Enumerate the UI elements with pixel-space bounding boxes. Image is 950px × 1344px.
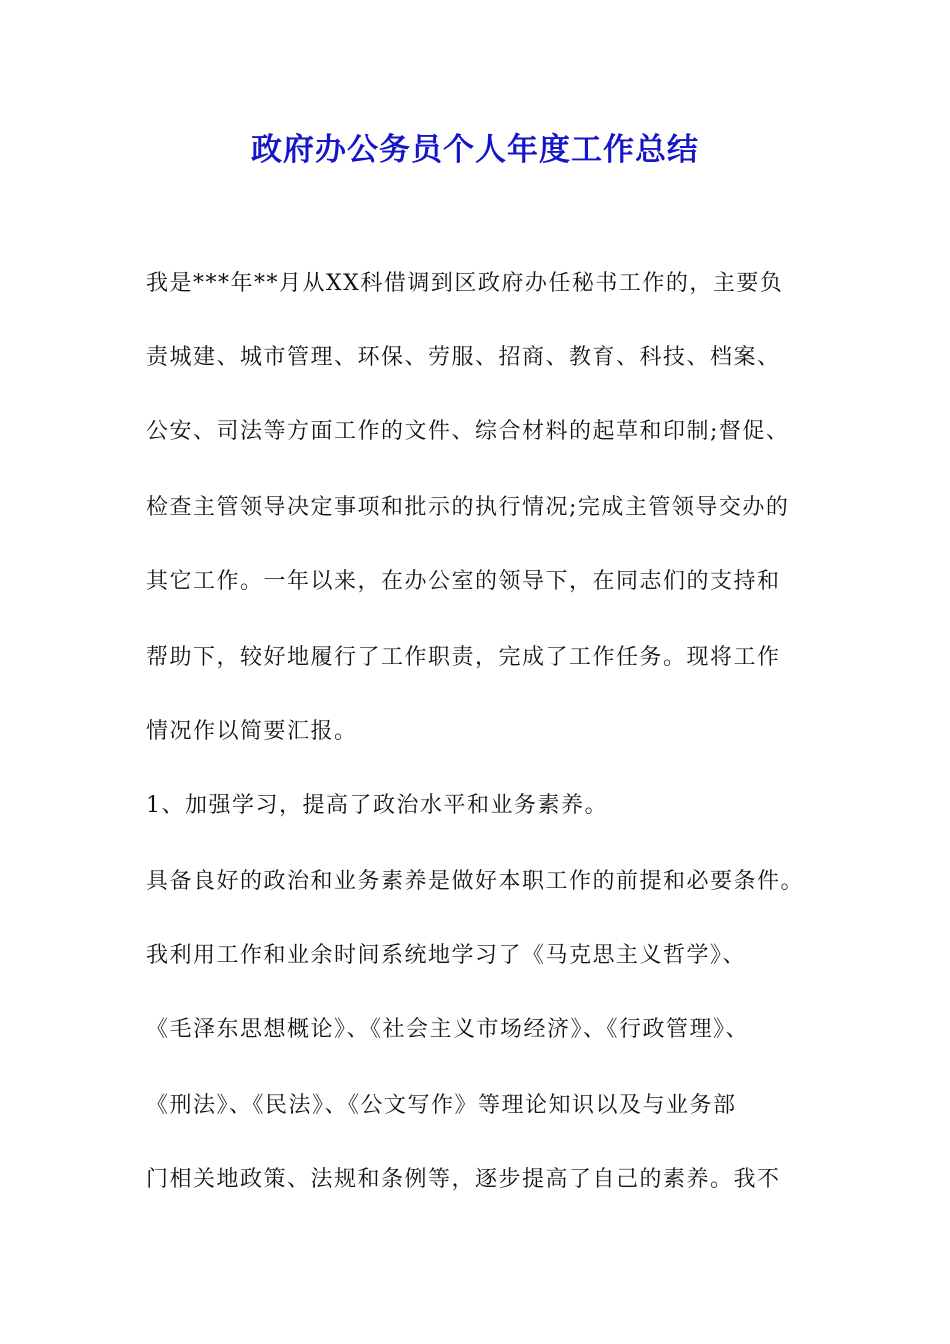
paragraph-line-11: 《毛泽东思想概论》、《社会主义市场经济》、《行政管理》、 bbox=[146, 1017, 750, 1042]
paragraph-line-13: 门相关地政策、法规和条例等，逐步提高了自己的素养。我不 bbox=[146, 1167, 781, 1192]
paragraph-line-10: 我利用工作和业余时间系统地学习了《马克思主义哲学》、 bbox=[146, 943, 747, 968]
paragraph-line-1: 我是***年**月从XX科借调到区政府办任秘书工作的，主要负 bbox=[146, 271, 784, 296]
paragraph-line-4: 检查主管领导决定事项和批示的执行情况;完成主管领导交办的 bbox=[146, 495, 790, 520]
paragraph-line-9: 具备良好的政治和业务素养是做好本职工作的前提和必要条件。 bbox=[146, 869, 805, 894]
paragraph-line-3: 公安、司法等方面工作的文件、综合材料的起草和印制;督促、 bbox=[146, 419, 790, 444]
section-heading-1: 1、加强学习，提高了政治水平和业务素养。 bbox=[146, 793, 608, 818]
document-title: 政府办公务员个人年度工作总结 bbox=[251, 132, 699, 168]
paragraph-line-2: 责城建、城市管理、环保、劳服、招商、教育、科技、档案、 bbox=[146, 345, 781, 370]
paragraph-line-6: 帮助下，较好地履行了工作职责，完成了工作任务。现将工作 bbox=[146, 645, 781, 670]
paragraph-line-7: 情况作以简要汇报。 bbox=[146, 719, 358, 744]
paragraph-line-12: 《刑法》、《民法》、《公文写作》等理论知识以及与业务部 bbox=[146, 1093, 737, 1118]
paragraph-line-5: 其它工作。一年以来，在办公室的领导下，在同志们的支持和 bbox=[146, 569, 781, 594]
